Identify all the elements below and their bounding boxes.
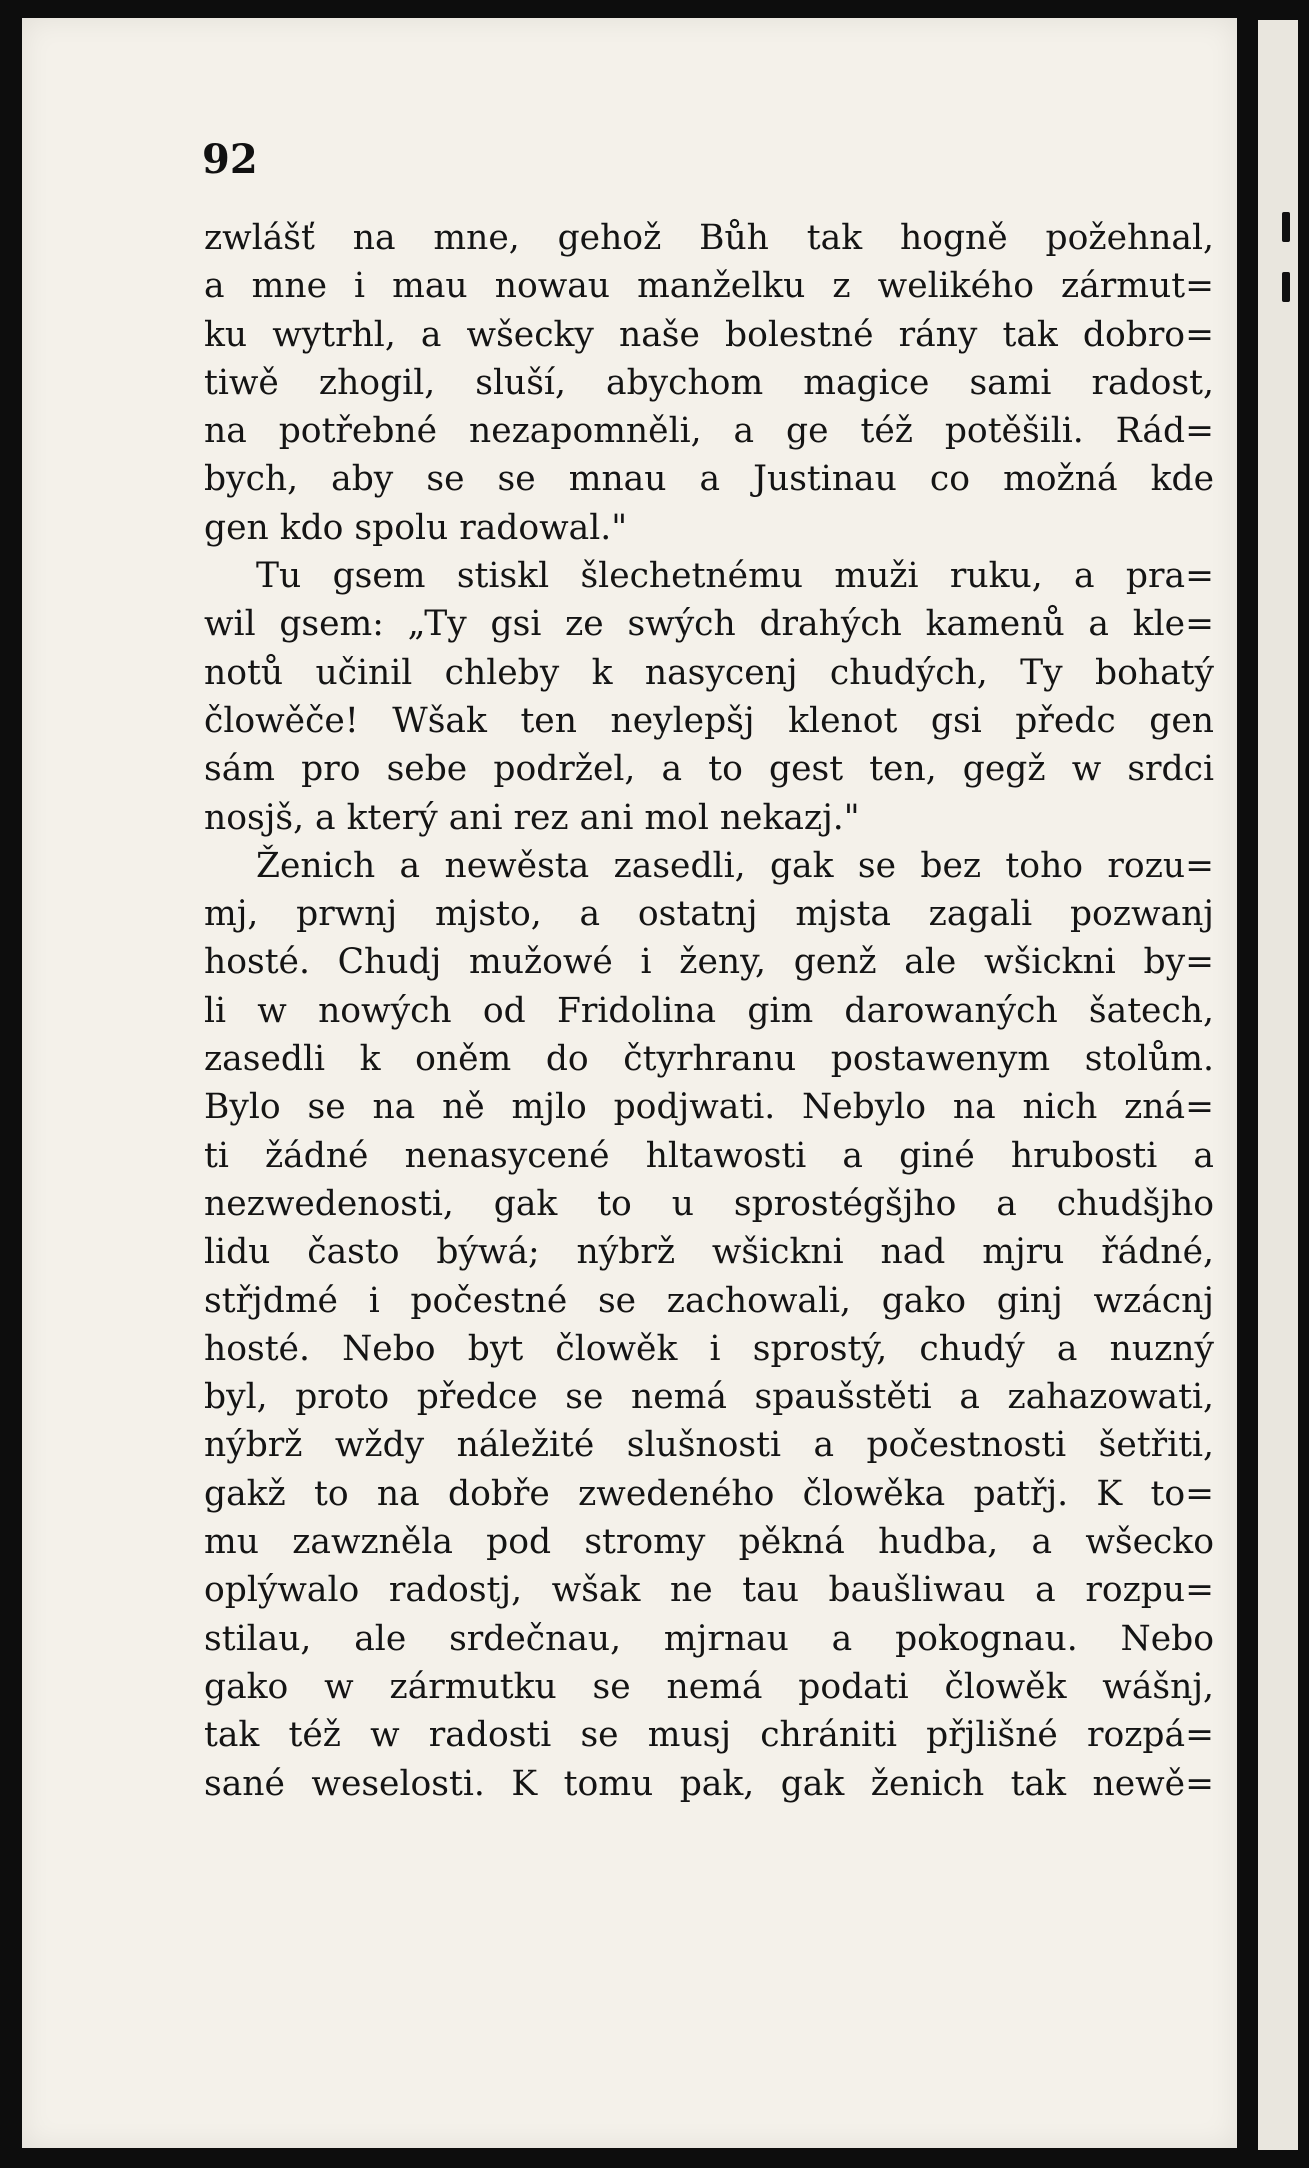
book-page [22,18,1237,2148]
adjacent-page-edge [1258,20,1298,2150]
text-line: sané weselosti. K tomu pak, gak ženich tak newě= [204,1763,1214,1804]
text-line: notů učinil chleby k nasycenj chudých, Ty bohatý [204,652,1214,693]
text-line: byl, proto předce se nemá spaušstěti a zahazowati, [204,1377,1214,1418]
page-gutter [1250,0,1258,2168]
page-number: 92 [202,136,258,183]
text-line: bych, aby se se mnau a Justinau co možná kde [204,459,1214,500]
text-line: lidu často býwá; nýbrž wšickni nad mjru řádné, [204,1232,1214,1273]
text-line: gen kdo spolu radowal." [204,507,628,548]
text-line: hosté. Chudj mužowé i ženy, genž ale wšickni by= [204,942,1214,983]
text-line: na potřebné nezapomněli, a ge též potěšili. Rád= [204,411,1214,452]
adjacent-page-mark [1282,272,1290,302]
text-line: sám pro sebe podržel, a to gest ten, gegž w srdci [204,749,1214,790]
text-line: zasedli k oněm do čtyrhranu postawenym stolům. [204,1039,1214,1080]
text-line: mu zawzněla pod stromy pěkná hudba, a wšecko [204,1522,1214,1563]
text-line: stilau, ale srdečnau, mjrnau a pokognau. Nebo [204,1618,1214,1659]
text-line: ti žádné nenasycené hltawosti a giné hrubosti a [204,1135,1214,1176]
text-line: a mne i mau nowau manželku z welikého zármut= [204,266,1214,307]
text-line: člowěče! Wšak ten neylepšj klenot gsi předc gen [204,700,1214,741]
adjacent-page-mark [1282,212,1290,242]
text-line: tiwě zhogil, sluší, abychom magice sami radost, [204,362,1214,403]
text-line: gakž to na dobře zwedeného člowěka patřj. K to= [204,1473,1214,1514]
text-line: nosjš, a který ani rez ani mol nekazj." [204,797,860,838]
text-line: oplýwalo radostj, wšak ne tau baušliwau a rozpu= [204,1570,1214,1611]
text-line: gako w zármutku se nemá podati člowěk wášnj, [204,1666,1214,1707]
text-line: zwlášť na mne, gehož Bůh tak hogně požehnal, [204,218,1214,258]
text-line: Tu gsem stiskl šlechetnému muži ruku, a pra= [256,556,1214,597]
text-line: ku wytrhl, a wšecky naše bolestné rány tak dobro= [204,314,1214,355]
text-line: li w nowých od Fridolina gim darowaných šatech, [204,990,1214,1031]
text-line: hosté. Nebo byt člowěk i sprostý, chudý a nuzný [204,1328,1214,1369]
text-line: Bylo se na ně mjlo podjwati. Nebylo na nich zná= [204,1087,1214,1128]
text-line: tak též w radosti se musj chrániti přjlišné rozpá= [204,1715,1214,1756]
text-line: nezwedenosti, gak to u sprostégšjho a chudšjho [204,1183,1214,1224]
body-text [204,214,1214,1808]
text-line: nýbrž wždy náležité slušnosti a počestnosti šetřiti, [204,1425,1214,1466]
text-line: mj, prwnj mjsto, a ostatnj mjsta zagali pozwanj [204,894,1214,935]
text-line: wil gsem: „Ty gsi ze swých drahých kamenů a kle= [204,604,1214,645]
text-line: Ženich a newěsta zasedli, gak se bez toho rozu= [256,845,1214,886]
text-line: střjdmé i počestné se zachowali, gako ginj wzácnj [204,1280,1214,1321]
